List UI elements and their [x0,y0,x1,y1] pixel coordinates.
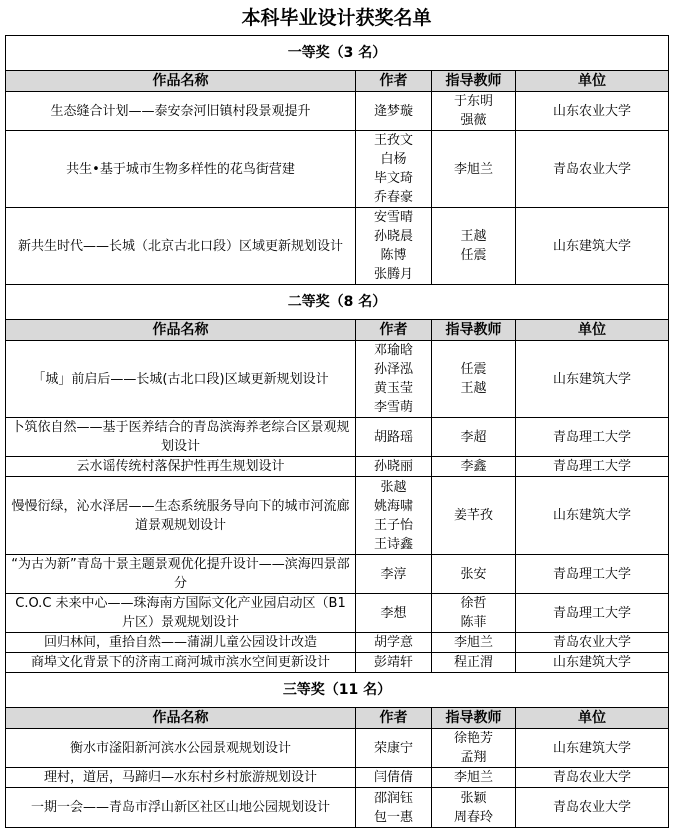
unit-name: 青岛农业大学 [516,131,669,208]
author-name: 毕文琦 [373,171,413,186]
author-name: 孙晓晨 [373,229,413,244]
unit-name: 青岛农业大学 [516,788,669,828]
work-title: 理村，道居，马蹄归—水东村乡村旅游规划设计 [6,768,356,788]
unit-name: 山东建筑大学 [516,477,669,555]
authors-cell [356,208,432,285]
unit-name: 青岛理工大学 [516,555,669,594]
author-name: 王孜文 [373,133,413,148]
unit-name: 山东农业大学 [516,92,669,131]
column-header-unit: 单位 [516,320,669,341]
advisor-name: 陈菲 [460,615,487,630]
advisor-name: 李超 [460,429,487,445]
author-name: 李雪萌 [373,400,413,415]
advisor-name: 于东明 [453,94,493,109]
unit-name: 青岛农业大学 [516,633,669,653]
author-name: 包一惠 [373,809,413,825]
section-title: 二等奖（8 名） [6,285,669,320]
author-name: 孙泽泓 [373,362,413,377]
advisors-cell [432,92,516,131]
author-name: 陈博 [380,248,407,263]
author-name: 李想 [380,605,407,621]
advisor-name: 李旭兰 [453,635,493,650]
advisors-cell [432,633,516,653]
author-name: 彭靖轩 [373,655,413,670]
advisor-name: 周春玲 [453,809,493,825]
column-header-advisor: 指导教师 [432,320,516,341]
advisor-name: 任震 [460,362,487,377]
work-title: 商埠文化背景下的济南工商河城市滨水空间更新设计 [6,653,356,673]
table-row [6,131,669,208]
column-header-row [6,708,669,729]
award-table-body [6,36,669,828]
author-name: 安雪晴 [373,210,413,225]
advisors-cell [432,729,516,768]
advisor-name: 王越 [460,229,487,244]
work-title: 慢慢衍绿，沁水泽居——生态系统服务导向下的城市河流廊道景观规划设计 [6,477,356,555]
author-name: 王诗鑫 [373,536,413,552]
advisor-name: 姜芊孜 [453,508,493,523]
advisors-cell [432,594,516,633]
advisor-name: 李旭兰 [453,770,493,785]
advisors-cell [432,341,516,418]
work-title: 云水谣传统村落保护性再生规划设计 [6,457,356,477]
author-name: 乔春豪 [373,190,413,205]
advisor-name: 李鑫 [460,459,487,474]
table-row [6,341,669,418]
table-row [6,729,669,768]
section-title: 一等奖（3 名） [6,36,669,71]
author-name: 姚海啸 [373,498,413,514]
authors-cell [356,341,432,418]
author-name: 胡学意 [373,635,413,650]
authors-cell [356,633,432,653]
table-row [6,768,669,788]
section-header-row [6,673,669,708]
advisor-name: 任震 [460,248,487,263]
advisor-name: 程正渭 [453,655,493,670]
advisor-name: 王越 [460,381,487,396]
unit-name: 山东建筑大学 [516,208,669,285]
author-name: 张越 [380,479,407,495]
unit-name: 青岛理工大学 [516,594,669,633]
author-name: 孙晓丽 [373,459,413,474]
unit-name: 青岛理工大学 [516,418,669,457]
table-row [6,594,669,633]
column-header-work: 作品名称 [6,320,356,341]
unit-name: 山东建筑大学 [516,729,669,768]
authors-cell [356,457,432,477]
advisor-name: 张安 [460,566,487,582]
advisors-cell [432,653,516,673]
work-title: 一期一会——青岛市浮山新区社区山地公园规划设计 [6,788,356,828]
table-row [6,653,669,673]
authors-cell [356,418,432,457]
advisor-name: 李旭兰 [453,161,493,177]
author-name: 白杨 [380,152,407,167]
advisors-cell [432,208,516,285]
advisors-cell [432,131,516,208]
work-title: 共生•基于城市生物多样性的花鸟街营建 [6,131,356,208]
table-row [6,477,669,555]
table-row [6,418,669,457]
authors-cell [356,555,432,594]
work-title: 衡水市滏阳新河滨水公园景观规划设计 [6,729,356,768]
table-row [6,555,669,594]
authors-cell [356,653,432,673]
column-header-row [6,71,669,92]
column-header-work: 作品名称 [6,708,356,729]
work-title: 生态缝合计划——泰安奈河旧镇村段景观提升 [6,92,356,131]
author-name: 荣康宁 [373,740,413,756]
column-header-author: 作者 [356,71,432,92]
column-header-advisor: 指导教师 [432,71,516,92]
column-header-advisor: 指导教师 [432,708,516,729]
work-title: C.O.C 未来中心——珠海南方国际文化产业园启动区（B1 片区）景观规划设计 [6,594,356,633]
work-title: 「城」前启后——长城(古北口段)区域更新规划设计 [6,341,356,418]
unit-name: 青岛理工大学 [516,457,669,477]
author-name: 逄梦璇 [373,103,413,119]
advisor-name: 强薇 [460,113,487,128]
work-title: 回归林间，重拾自然——蒲湖儿童公园设计改造 [6,633,356,653]
section-header-row [6,36,669,71]
table-row [6,457,669,477]
column-header-author: 作者 [356,708,432,729]
work-title: 新共生时代——长城（北京古北口段）区域更新规划设计 [6,208,356,285]
column-header-unit: 单位 [516,71,669,92]
section-header-row [6,285,669,320]
advisors-cell [432,418,516,457]
authors-cell [356,131,432,208]
table-row [6,92,669,131]
page-title: 本科毕业设计获奖名单 [241,7,432,29]
authors-cell [356,477,432,555]
advisor-name: 孟翔 [460,750,487,765]
advisors-cell [432,555,516,594]
unit-name: 山东建筑大学 [516,341,669,418]
unit-name: 青岛农业大学 [516,768,669,788]
column-header-row [6,320,669,341]
unit-name: 山东建筑大学 [516,653,669,673]
author-name: 邓瑜晗 [373,343,413,358]
advisors-cell [432,457,516,477]
column-header-work: 作品名称 [6,71,356,92]
authors-cell [356,92,432,131]
advisor-name: 徐艳芳 [453,731,493,746]
column-header-author: 作者 [356,320,432,341]
authors-cell [356,768,432,788]
work-title: “为古为新”青岛十景主题景观优化提升设计——滨海四景部分 [6,555,356,594]
advisors-cell [432,477,516,555]
authors-cell [356,729,432,768]
award-table [5,35,669,828]
author-name: 闫倩倩 [373,770,413,785]
table-row [6,633,669,653]
advisor-name: 徐哲 [460,596,487,611]
section-title: 三等奖（11 名） [6,673,669,708]
author-name: 张腾月 [373,267,413,282]
advisor-name: 张颖 [460,790,487,806]
author-name: 王子怡 [373,517,413,533]
advisors-cell [432,768,516,788]
author-name: 胡路瑶 [373,429,413,445]
column-header-unit: 单位 [516,708,669,729]
author-name: 黄玉莹 [373,381,413,396]
author-name: 李淳 [380,566,407,582]
work-title: 卜筑依自然——基于医养结合的青岛滨海养老综合区景观规划设计 [6,418,356,457]
author-name: 邵润钰 [373,790,413,806]
authors-cell [356,594,432,633]
table-row [6,208,669,285]
